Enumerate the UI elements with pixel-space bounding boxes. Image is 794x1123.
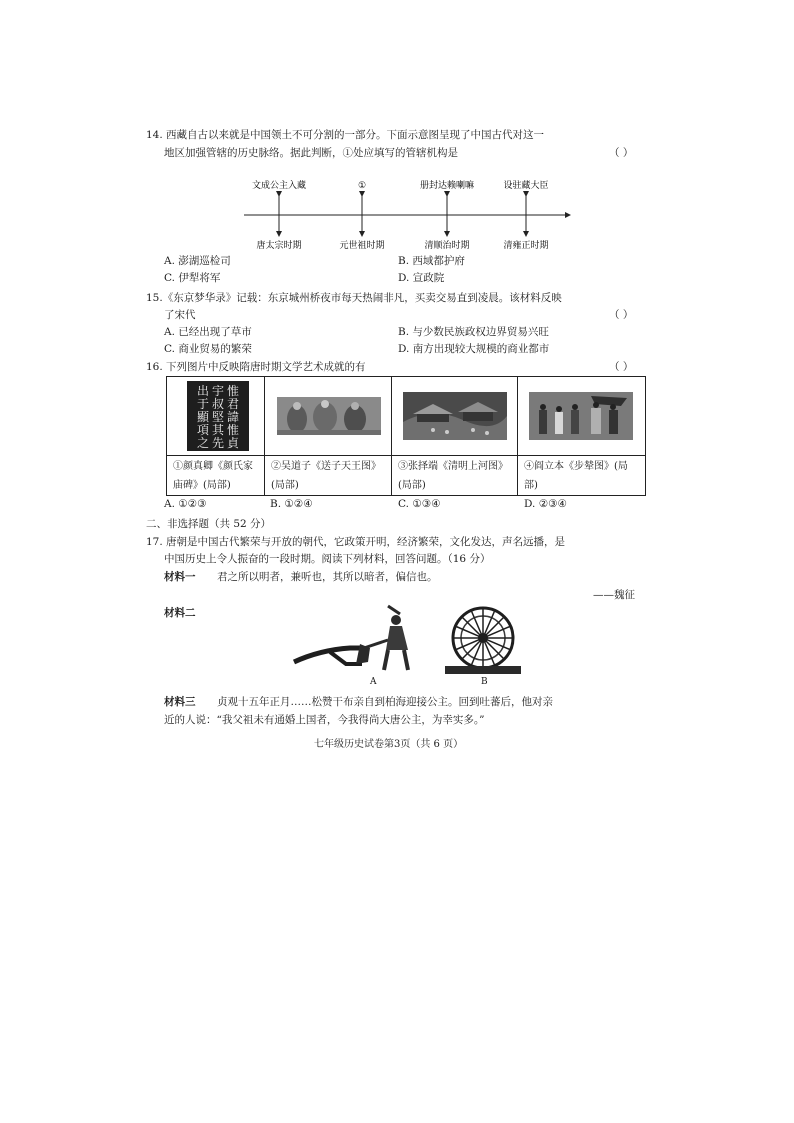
- waterwheel-image: [443, 604, 523, 676]
- q15-option-d[interactable]: D. 南方出现较大规模的商业都市: [398, 343, 550, 355]
- q16-image-table: [166, 376, 646, 496]
- svg-text:叔: 叔: [212, 397, 225, 411]
- timeline-bottom-label-4: 清雍正时期: [503, 241, 549, 251]
- q17-stem-line2: 中国历史上令人振奋的一段时期。阅读下列材料，回答问题。（16 分）: [164, 553, 491, 565]
- svg-text:惟: 惟: [227, 384, 240, 398]
- painting-bunian-image: [529, 392, 633, 440]
- q16-answer-paren: （ ）: [609, 361, 634, 373]
- material1-label: 材料一: [164, 571, 196, 583]
- calligraphy-rubbing-image: [187, 381, 249, 451]
- material1-source: ——魏征: [593, 589, 635, 601]
- painting-qingming-image: [403, 392, 507, 440]
- q16-caption-1: ①颜真卿《颜氏家庙碑》(局部): [173, 461, 253, 491]
- painting-songzi-image: [277, 397, 381, 435]
- svg-text:惟: 惟: [227, 423, 240, 437]
- svg-text:宇: 宇: [212, 384, 225, 398]
- q14-option-b[interactable]: B. 西域都护府: [398, 255, 465, 267]
- q15-answer-paren: （ ）: [609, 309, 634, 321]
- svg-text:之: 之: [197, 436, 210, 450]
- q14-stem-line1: 14. 西藏自古以来就是中国领土不可分割的一部分。下面示意图呈现了中国古代对这一: [146, 129, 545, 141]
- q16-option-d[interactable]: D. ②③④: [524, 498, 567, 510]
- svg-text:項: 項: [197, 423, 210, 437]
- q16-caption-4: ④阎立本《步辇图》(局部): [524, 461, 628, 491]
- q14-timeline: [230, 172, 580, 252]
- q16-caption-3: ③张择端《清明上河图》(局部): [398, 461, 508, 491]
- material1-text: 君之所以明者，兼听也，其所以暗者，偏信也。: [217, 571, 438, 583]
- material2-label: 材料二: [164, 607, 196, 619]
- material3-line2: 近的人说：“我父祖未有通婚上国者，今我得尚大唐公主，为幸实多。”: [164, 714, 485, 726]
- q15-stem-line2: 了宋代: [164, 309, 196, 321]
- timeline-top-label-1: 文成公主入藏: [251, 181, 307, 191]
- svg-text:于: 于: [197, 397, 210, 411]
- q14-answer-paren: （ ）: [609, 147, 634, 159]
- q14-option-c[interactable]: C. 伊犁将军: [164, 272, 221, 284]
- q15-stem-line1: 15.《东京梦华录》记载：东京城州桥夜市每天热闹非凡，买卖交易直到凌晨。该材料反映: [146, 292, 562, 304]
- q15-option-b[interactable]: B. 与少数民族政权边界贸易兴旺: [398, 326, 549, 338]
- q14-option-d[interactable]: D. 宣政院: [398, 272, 445, 284]
- q16-option-a[interactable]: A. ①②③: [164, 498, 207, 510]
- q17-stem-line1: 17. 唐朝是中国古代繁荣与开放的朝代，它政策开明，经济繁荣，文化发达，声名远播，是: [146, 536, 566, 548]
- material3-label: 材料三: [164, 696, 196, 708]
- timeline-top-label-4: 设驻藏大臣: [503, 181, 549, 191]
- svg-text:其: 其: [212, 423, 225, 437]
- page-footer: 七年级历史试卷第3页（共 6 页）: [314, 739, 464, 750]
- svg-text:君: 君: [227, 397, 240, 411]
- timeline-top-label-2: ①: [357, 181, 367, 191]
- svg-text:堅: 堅: [212, 410, 225, 424]
- q15-option-c[interactable]: C. 商业贸易的繁荣: [164, 343, 252, 355]
- timeline-top-label-3: 册封达赖喇嘛: [419, 181, 475, 191]
- q14-stem-line2: 地区加强管辖的历史脉络。据此判断，①处应填写的管辖机构是: [164, 147, 458, 159]
- svg-text:先: 先: [212, 436, 225, 450]
- svg-text:出: 出: [197, 384, 210, 398]
- material3-line1: 贞观十五年正月……松赞干布亲自到柏海迎接公主。回到吐蕃后，他对亲: [217, 696, 553, 708]
- q16-stem: 16. 下列图片中反映隋唐时期文学艺术成就的有: [146, 361, 366, 373]
- curved-plough-image: [290, 604, 430, 674]
- svg-text:貞: 貞: [227, 436, 240, 450]
- image-a-label: A: [370, 677, 377, 687]
- section2-title: 二、非选择题（共 52 分）: [146, 518, 272, 530]
- q16-option-c[interactable]: C. ①③④: [398, 498, 441, 510]
- q16-caption-2: ②吴道子《送子天王图》(局部): [271, 461, 381, 491]
- timeline-bottom-label-3: 清顺治时期: [424, 241, 470, 251]
- svg-text:顯: 顯: [197, 410, 210, 424]
- q16-option-b[interactable]: B. ①②④: [270, 498, 313, 510]
- q14-option-a[interactable]: A. 澎湖巡检司: [164, 255, 231, 267]
- timeline-bottom-label-1: 唐太宗时期: [256, 241, 302, 251]
- q15-option-a[interactable]: A. 已经出现了草市: [164, 326, 252, 338]
- timeline-bottom-label-2: 元世祖时期: [339, 241, 385, 251]
- image-b-label: B: [481, 677, 488, 687]
- svg-text:諱: 諱: [227, 410, 240, 424]
